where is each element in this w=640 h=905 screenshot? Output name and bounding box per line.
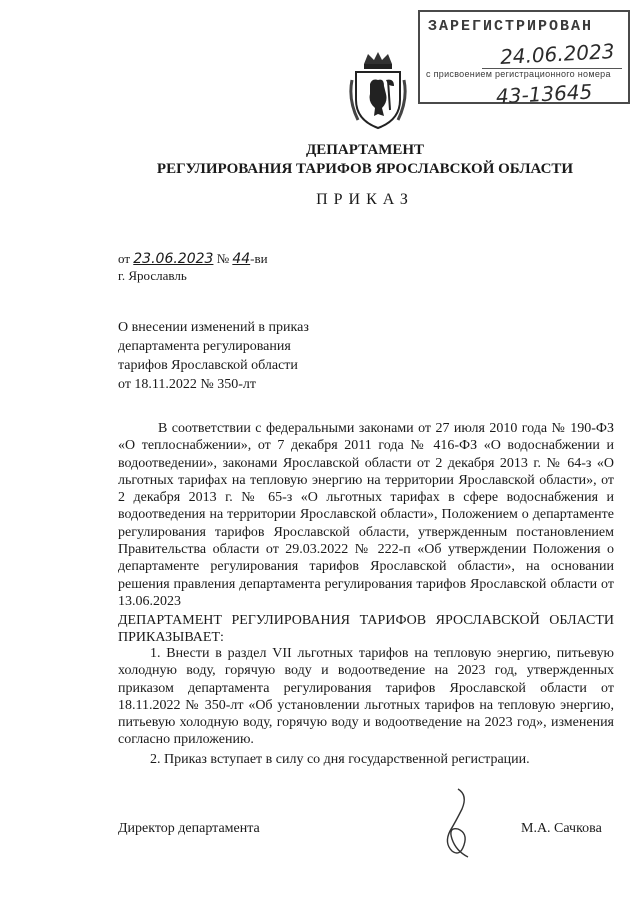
signatory-position: Директор департамента [118, 821, 260, 836]
stamp-number: 43-13645 [495, 79, 593, 109]
order-number: 44 [232, 251, 251, 267]
order-number-sign: № [216, 251, 230, 266]
preamble-paragraph: В соответствии с федеральными законами от 27 июля 2010 года № 190-ФЗ «О теплоснабжении», от 7 декабря 2011 года № 416-ФЗ «О водоснабжении и водоотведении», законами Ярославской области от 2 декабря 2013 г. № 64-з «О льготных тарифах на тепловую энергию на территории Ярославской области», от 2 декабря 2013 г. № 65-з «О льготных тарифах в сфере водоснабжения и водоотведения на территории Ярославской области», Положением о департаменте регулирования тарифов Ярославской области, утвержденным постановлением Правительства области от 29.03.2022 № 222-п «Об утверждении Положения о департаменте регулирования тарифов Ярославской области», на основании решения правления департамента регулирования тарифов Ярославской области от 13.06.2023 [118, 421, 614, 609]
subject-line: О внесении изменений в приказ [118, 320, 309, 335]
department-title-line2: РЕГУЛИРОВАНИЯ ТАРИФОВ ЯРОСЛАВСКОЙ ОБЛАСТИ [156, 161, 574, 177]
subject-line: от 18.11.2022 № 350-лт [118, 377, 257, 392]
subject-line: тарифов Ярославской области [118, 358, 298, 373]
order-suffix: -ви [250, 251, 268, 266]
order-date: 23.06.2023 [133, 251, 214, 267]
stamp-note: с присвоением регистрационного номера [426, 69, 611, 79]
signatory-name: М.А. Сачкова [521, 821, 602, 836]
order-city: г. Ярославль [118, 268, 187, 283]
coat-of-arms-icon [348, 50, 408, 130]
stamp-date: 24.06.2023 [499, 39, 616, 69]
subject-line: департамента регулирования [118, 339, 291, 354]
order-prefix: от [118, 251, 131, 266]
department-title-line1: ДЕПАРТАМЕНТ [305, 142, 425, 158]
registration-stamp [418, 10, 630, 109]
order-subject [118, 318, 309, 394]
order-directive: ДЕПАРТАМЕНТ РЕГУЛИРОВАНИЯ ТАРИФОВ ЯРОСЛАВСКОЙ ОБЛАСТИ ПРИКАЗЫВАЕТ: [118, 613, 614, 646]
document-type: ПРИКАЗ [316, 191, 414, 208]
order-date-number [118, 251, 268, 267]
order-item-1: 1. Внести в раздел VII льготных тарифов на тепловую энергию, питьевую холодную воду, горячую воду и водоотведение на 2023 год, утвержденных приказом департамента регулирования тарифов Ярославской области от 18.11.2022 № 350-лт «Об установлении льготных тарифов на тепловую энергию, питьевую холодную воду, горячую воду и водоотведение на 2023 год», изменения согласно приложению. [118, 646, 614, 748]
order-item-2: 2. Приказ вступает в силу со дня государственной регистрации. [150, 752, 530, 767]
stamp-title: ЗАРЕГИСТРИРОВАН [428, 18, 594, 35]
handwritten-signature-icon [428, 785, 488, 865]
